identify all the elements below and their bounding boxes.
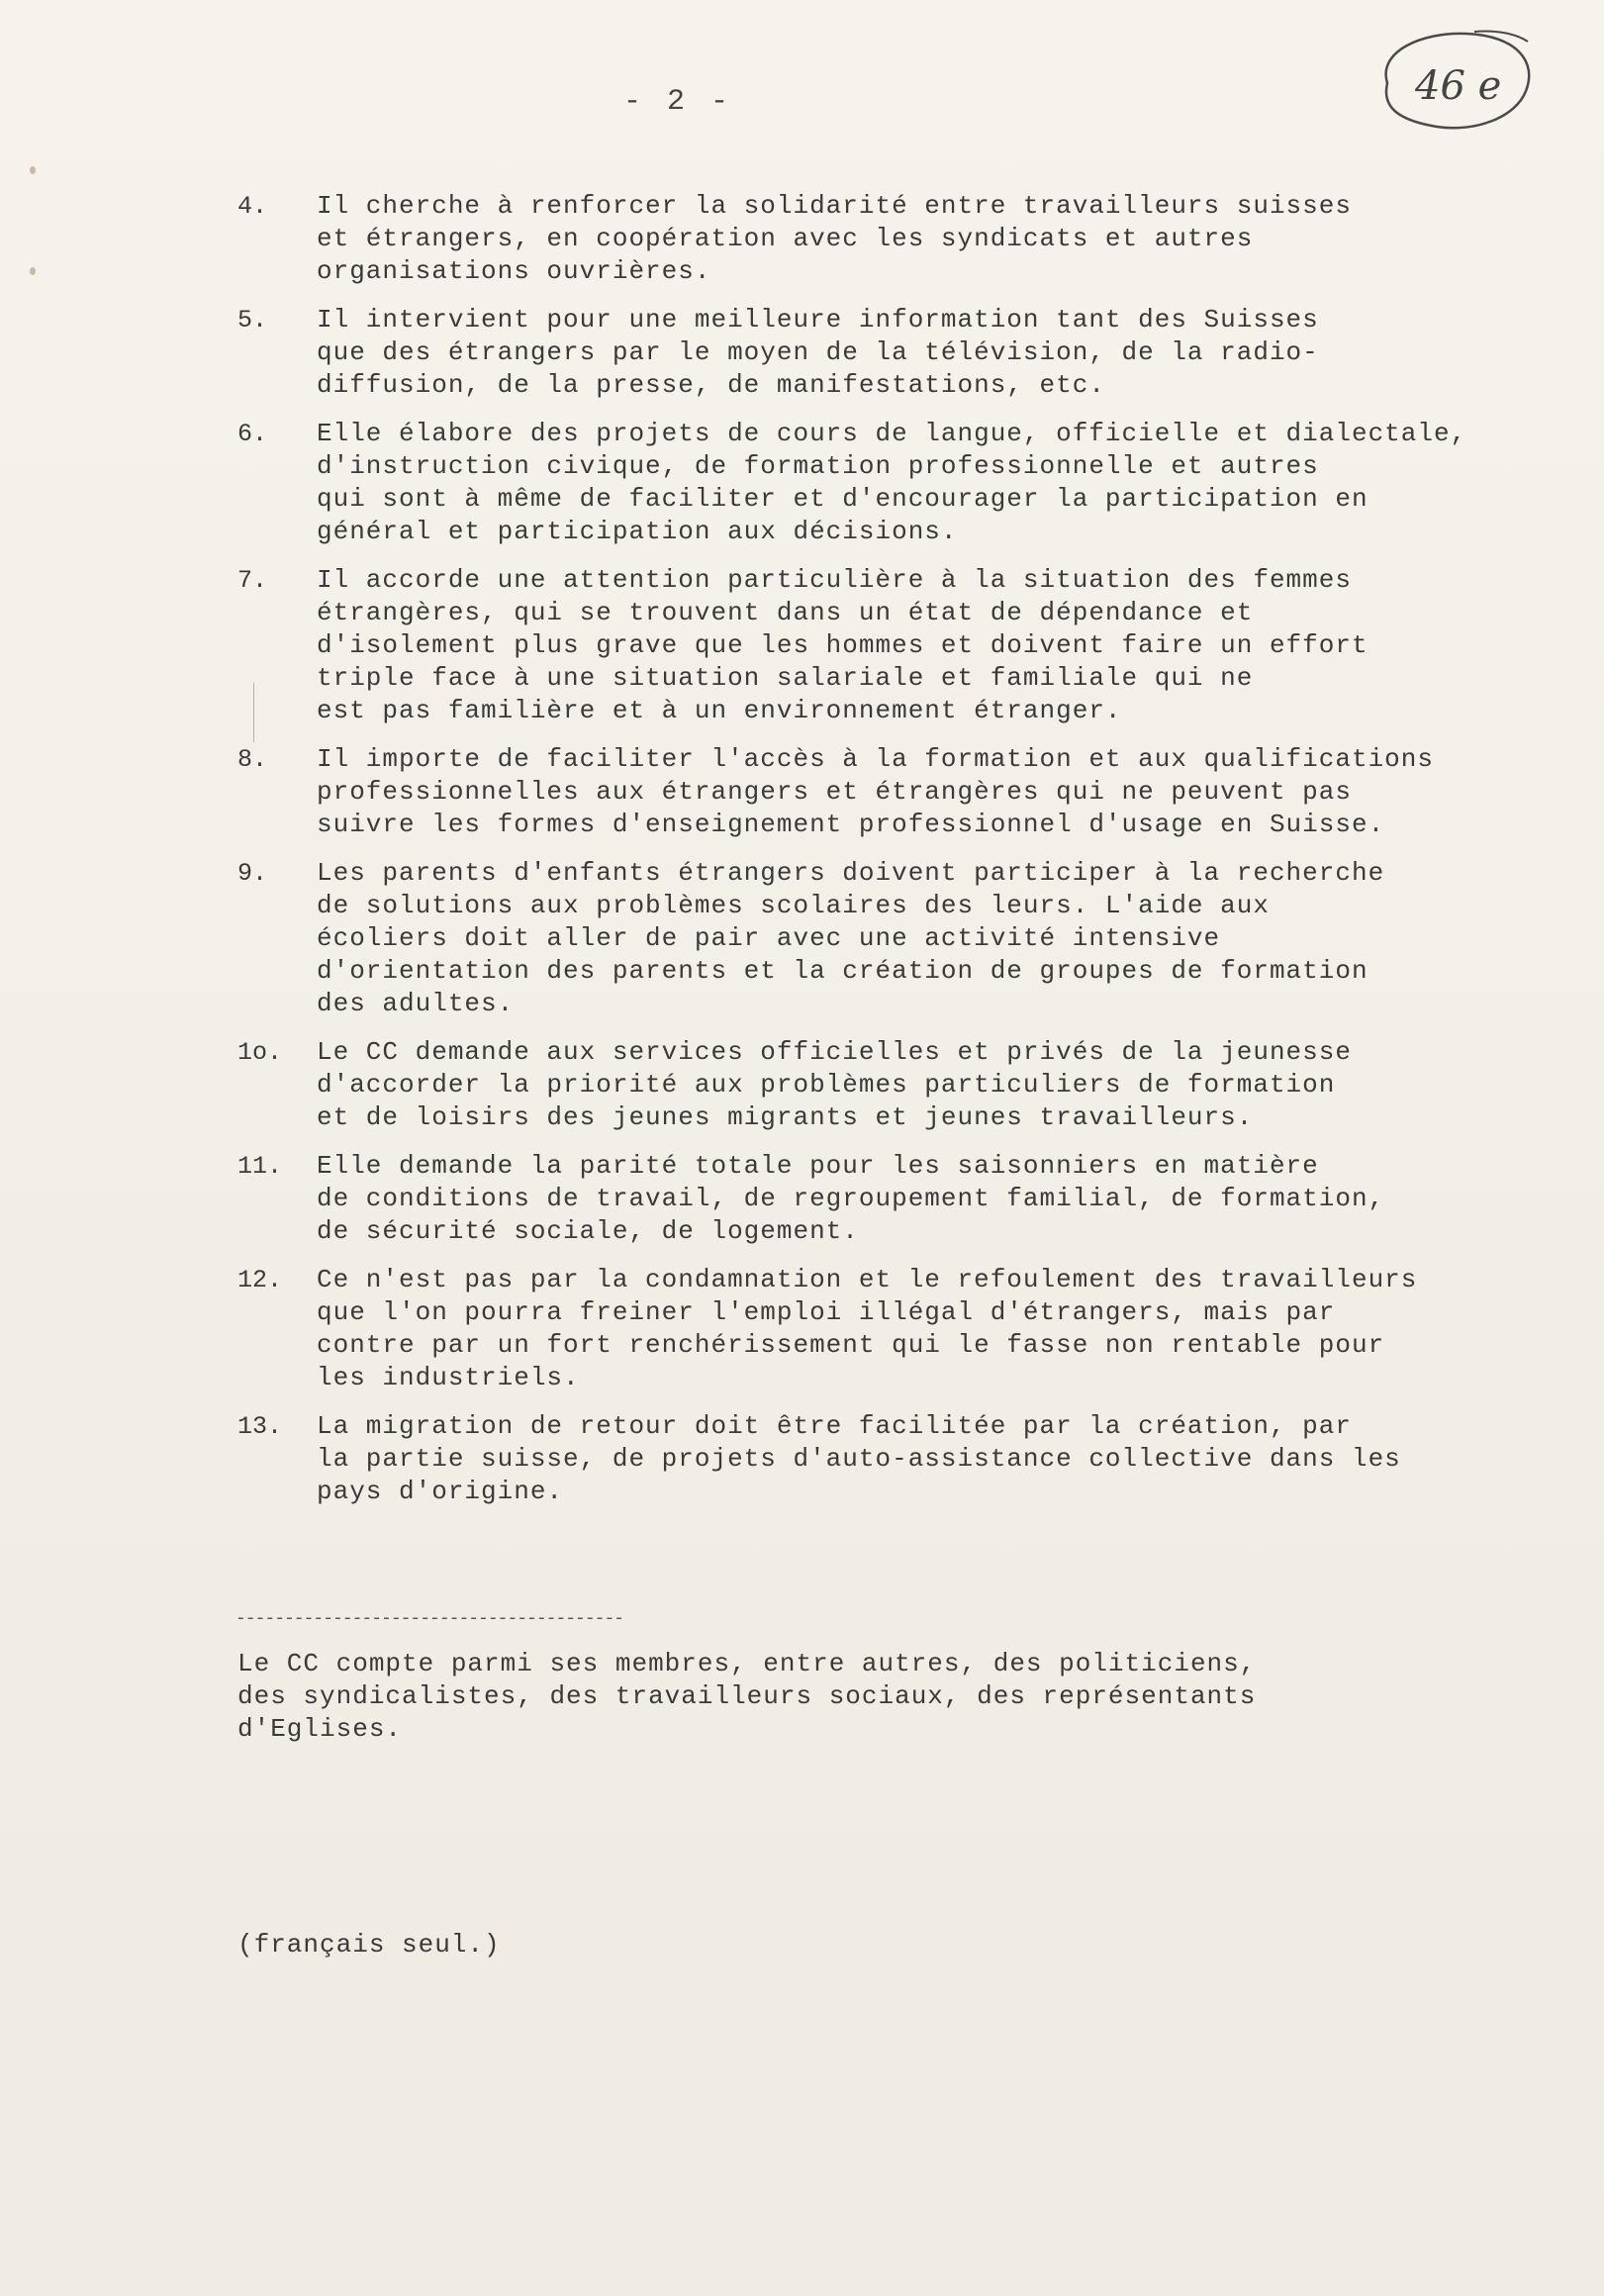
list-item [237, 418, 1593, 548]
list-item [237, 1410, 1593, 1508]
list-item [237, 190, 1593, 288]
handwritten-archive-stamp [1368, 22, 1542, 141]
item-text: Il intervient pour une meilleure information tant des Suisses que des étrangers par le moyen de la télévision, de la radio- diffusion, de la presse, de manifestations, etc. [317, 305, 1319, 400]
members-note: Le CC compte parmi ses membres, entre autres, des politiciens, des syndicalistes, des travailleurs sociaux, des représentants d'Eglises. [237, 1649, 1257, 1744]
list-item [237, 564, 1593, 727]
item-number: 6. [237, 420, 268, 448]
section-separator: ---------------------------------------- [236, 1609, 624, 1629]
item-number: 9. [237, 859, 268, 888]
item-text: Il accorde une attention particulière à la situation des femmes étrangères, qui se trouvent dans un état de dépendance et d'isolement plus grave que les hommes et doivent faire un effort triple face à une situation salariale et familiale qui ne est pas familière et à un environnement étranger. [317, 565, 1368, 725]
list-item [237, 1036, 1593, 1134]
item-number: 12. [237, 1266, 283, 1294]
item-text: Le CC demande aux services officielles et privés de la jeunesse d'accorder la priorité aux problèmes particuliers de formation et de loisirs des jeunes migrants et jeunes travailleurs. [317, 1037, 1352, 1132]
item-number: 5. [237, 306, 268, 335]
item-text: Elle demande la parité totale pour les saisonniers en matière de conditions de travail, de regroupement familial, de formation, de sécurité sociale, de logement. [317, 1151, 1385, 1246]
item-number: 7. [237, 566, 268, 595]
paper-speck [30, 267, 36, 275]
item-number: 4. [237, 192, 268, 221]
paper-speck [30, 166, 36, 174]
page-number: - 2 - [623, 85, 733, 119]
item-text: Il importe de faciliter l'accès à la formation et aux qualifications professionnelles aux étrangers et étrangères qui ne peuvent pas suivre les formes d'enseignement professionnel d'usage en Suisse. [317, 744, 1434, 839]
item-text: Elle élabore des projets de cours de langue, officielle et dialectale, d'instruction civique, de formation professionnelle et autres qui sont à même de faciliter et d'encourager la participation en général et participation aux décisions. [317, 419, 1467, 546]
list-item [237, 1150, 1593, 1248]
list-item [237, 304, 1593, 402]
numbered-list [237, 190, 1593, 1524]
stamp-label: 46 e [1415, 63, 1502, 109]
language-note: (français seul.) [237, 1930, 501, 1960]
item-text: Les parents d'enfants étrangers doivent participer à la recherche de solutions aux problèmes scolaires des leurs. L'aide aux écoliers doit aller de pair avec une activité intensive d'orientation des parents et la création de groupes de formation des adultes. [317, 858, 1385, 1018]
list-item [237, 1264, 1593, 1394]
list-item [237, 857, 1593, 1020]
item-text: La migration de retour doit être facilitée par la création, par la partie suisse, de projets d'auto-assistance collective dans les pays d'origine. [317, 1411, 1401, 1506]
item-number: 1o. [237, 1038, 283, 1067]
item-number: 8. [237, 745, 268, 774]
item-number: 11. [237, 1152, 283, 1181]
item-number: 13. [237, 1412, 283, 1441]
item-text: Il cherche à renforcer la solidarité entre travailleurs suisses et étrangers, en coopération avec les syndicats et autres organisations ouvrières. [317, 191, 1352, 286]
item-text: Ce n'est pas par la condamnation et le refoulement des travailleurs que l'on pourra freiner l'emploi illégal d'étrangers, mais par contre par un fort renchérissement qui le fasse non rentable pour les industriels. [317, 1265, 1418, 1392]
list-item [237, 743, 1593, 841]
